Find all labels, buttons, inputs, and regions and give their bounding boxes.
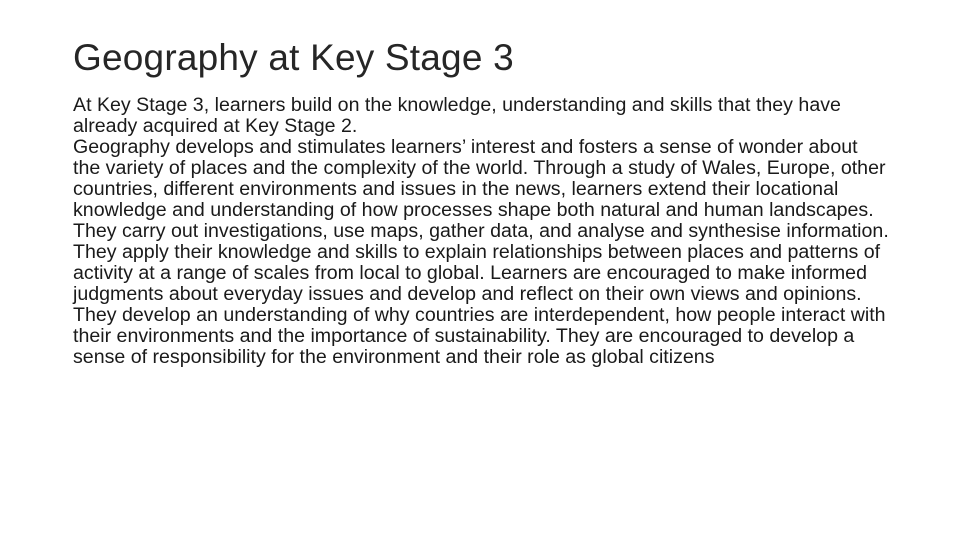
slide-body	[73, 95, 889, 368]
body-paragraph-intro: At Key Stage 3, learners build on the knowledge, understanding and skills that they have already acquired at Key Stage 2.	[73, 94, 841, 137]
body-paragraph-investigations: They carry out investigations, use maps, gather data, and analyse and synthesise information. They apply their knowledge and skills to explain relationships between places and patterns of activity at a range of scales from local to global. Learners are encouraged to make informed judgments about everyday issues and develop and reflect on their own views and opinions.	[73, 220, 889, 305]
slide-title: Geography at Key Stage 3	[73, 37, 514, 78]
body-paragraph-wonder: Geography develops and stimulates learners’ interest and fosters a sense of wonder about the variety of places and the complexity of the world. Through a study of Wales, Europe, other countries, different environments and issues in the news, learners extend their locational knowledge and understanding of how processes shape both natural and human landscapes.	[73, 136, 886, 221]
body-paragraph-interdependence: They develop an understanding of why countries are interdependent, how people interact with their environments and the importance of sustainability. They are encouraged to develop a sense of responsibility for the environment and their role as global citizens	[73, 304, 886, 368]
